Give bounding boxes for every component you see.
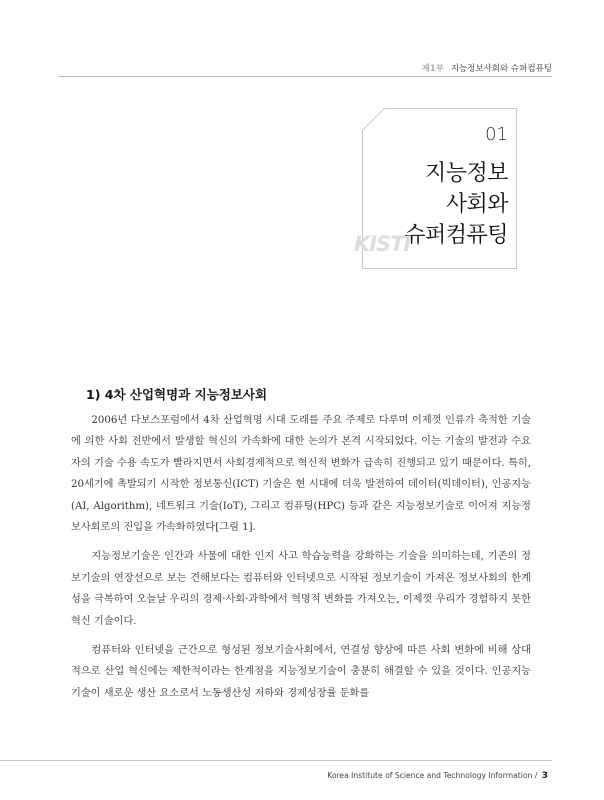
chapter-title-line: 지능정보 — [424, 161, 508, 186]
footer-divider-right — [300, 760, 552, 761]
chapter-title-line: 슈퍼컴퓨팅 — [404, 223, 508, 248]
part-label: 제1부 — [421, 64, 445, 74]
page-number: 3 — [541, 771, 548, 781]
chapter-title-line: 사회와 — [445, 192, 508, 217]
kisti-logo-watermark: KISTI — [354, 232, 411, 256]
footer-institute: Korea Institute of Science and Technology Information — [327, 771, 533, 780]
paragraph: 지능정보기술은 인간과 사물에 대한 인지 사고 학습능력을 강화하는 기술을 의미하는데, 기존의 정보기술의 연장선으로 보는 견해보다는 컴퓨터와 인터넷으로 시작된 정보기술이 가져온 정보사회의 한계성을 극복하여 오늘날 우리의 경제·사회·과학에서 혁명적 변화를 가져오는, 이제껏 우리가 경험하지 못한 혁신 기술이다. — [71, 551, 531, 627]
header-divider — [58, 76, 552, 77]
paragraph: 2006년 다보스포럼에서 4차 산업혁명 시대 도래를 주요 주제로 다루며 이제껏 인류가 축적한 기술에 의한 사회 전반에서 발생할 혁신의 가속화에 대한 논의가 본격 시작되었다. 이는 기술의 발전과 수요자의 기술 수용 속도가 빨라지면서 사회경제적으로 혁신적 변화가 급속히 진행되고 있기 때문이다. 특히, 20세기에 촉발되기 시작한 정보통신(ICT) 기술은 현 시대에 더욱 발전하여 데이터(빅데이터), 인공지능(AI, Algorithm), 네트워크 기술(IoT), 그리고 컴퓨팅(HPC) 등과 같은 지능정보기술로 이어져 지능정보사회로의 진입을 가속화하였다[그림 1]. — [71, 415, 531, 534]
chapter-number: 01 — [485, 124, 508, 145]
running-header — [422, 62, 552, 74]
section-heading: 1) 4차 산업혁명과 지능정보사회 — [86, 387, 268, 402]
chapter-title — [404, 158, 508, 251]
running-header-title: 지능정보사회와 슈퍼컴퓨팅 — [450, 64, 552, 74]
body-text — [71, 410, 531, 712]
footer-separator: / — [534, 771, 538, 780]
page-footer — [327, 771, 548, 781]
paragraph: 컴퓨터와 인터넷을 근간으로 형성된 정보기술사회에서, 연결성 향상에 따른 사회 변화에 비해 상대적으로 산업 혁신에는 제한적이라는 한계점을 지능정보기술이 충분히 해결할 수 있을 것이다. 인공지능기술이 새로운 생산 요소로서 노동생산성 저하와 경제성장률 둔화를 — [71, 645, 531, 699]
footer-divider — [0, 760, 300, 761]
